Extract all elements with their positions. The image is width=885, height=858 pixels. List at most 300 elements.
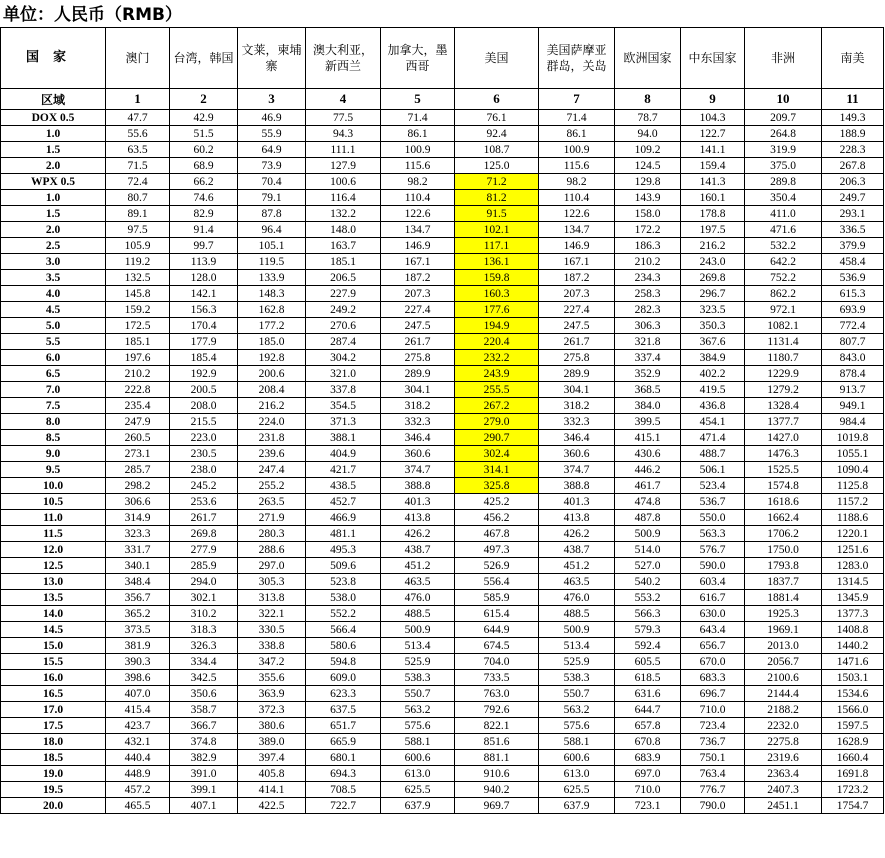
- rate-cell: 603.4: [681, 574, 745, 590]
- rate-cell: 74.6: [170, 190, 238, 206]
- rate-cell: 488.5: [539, 606, 615, 622]
- rate-cell: 1691.8: [822, 766, 884, 782]
- rate-cell: 600.6: [539, 750, 615, 766]
- rate-cell: 616.7: [681, 590, 745, 606]
- row-weight-label: 8.5: [1, 430, 106, 446]
- rate-cell: 277.9: [170, 542, 238, 558]
- rate-cell: 708.5: [306, 782, 381, 798]
- rate-cell: 249.7: [822, 190, 884, 206]
- rate-cell: 637.5: [306, 702, 381, 718]
- rate-cell: 613.0: [381, 766, 455, 782]
- rate-cell: 127.9: [306, 158, 381, 174]
- rate-cell: 367.6: [681, 334, 745, 350]
- rate-cell: 644.9: [455, 622, 539, 638]
- rate-cell: 98.2: [381, 174, 455, 190]
- rate-cell: 363.9: [238, 686, 306, 702]
- rate-cell: 430.6: [615, 446, 681, 462]
- rate-cell: 398.6: [106, 670, 170, 686]
- rate-cell: 167.1: [539, 254, 615, 270]
- rate-cell: 64.9: [238, 142, 306, 158]
- rate-cell: 78.7: [615, 110, 681, 126]
- rate-cell: 862.2: [745, 286, 822, 302]
- rate-cell: 670.8: [615, 734, 681, 750]
- rate-cell: 72.4: [106, 174, 170, 190]
- table-row: [1, 766, 884, 782]
- rate-cell: 1377.3: [822, 606, 884, 622]
- row-weight-label: 1.5: [1, 142, 106, 158]
- rate-cell: 100.9: [539, 142, 615, 158]
- rate-cell: 321.8: [615, 334, 681, 350]
- rate-cell: 70.4: [238, 174, 306, 190]
- row-weight-label: 19.5: [1, 782, 106, 798]
- column-header-4: 澳大利亚，新西兰: [306, 28, 381, 89]
- rate-cell: 615.4: [455, 606, 539, 622]
- rate-cell: 160.1: [681, 190, 745, 206]
- rate-cell: 96.4: [238, 222, 306, 238]
- rate-cell: 623.3: [306, 686, 381, 702]
- rate-cell: 318.2: [381, 398, 455, 414]
- rate-cell: 461.7: [615, 478, 681, 494]
- table-row: [1, 542, 884, 558]
- rate-cell: 752.2: [745, 270, 822, 286]
- rate-cell: 374.7: [381, 462, 455, 478]
- rate-cell: 115.6: [539, 158, 615, 174]
- rate-cell: 105.9: [106, 238, 170, 254]
- region-label: 区域: [1, 89, 106, 110]
- rate-cell: 177.9: [170, 334, 238, 350]
- rate-cell: 1837.7: [745, 574, 822, 590]
- rate-cell: 550.7: [539, 686, 615, 702]
- rate-cell: 1706.2: [745, 526, 822, 542]
- rate-cell: 146.9: [381, 238, 455, 254]
- table-row: [1, 494, 884, 510]
- row-weight-label: 13.0: [1, 574, 106, 590]
- rate-cell: 247.4: [238, 462, 306, 478]
- rate-cell: 375.0: [745, 158, 822, 174]
- rate-cell: 550.0: [681, 510, 745, 526]
- rate-cell: 305.3: [238, 574, 306, 590]
- rate-cell: 148.3: [238, 286, 306, 302]
- rate-cell: 159.2: [106, 302, 170, 318]
- rate-cell: 1314.5: [822, 574, 884, 590]
- rate-cell: 342.5: [170, 670, 238, 686]
- region-index-4: 4: [306, 89, 381, 110]
- rate-cell: 255.5: [455, 382, 539, 398]
- rate-cell: 282.3: [615, 302, 681, 318]
- rate-cell: 495.3: [306, 542, 381, 558]
- rate-cell: 2056.7: [745, 654, 822, 670]
- rate-cell: 149.3: [822, 110, 884, 126]
- rate-cell: 227.4: [539, 302, 615, 318]
- rate-cell: 382.9: [170, 750, 238, 766]
- table-row: [1, 686, 884, 702]
- rate-cell: 82.9: [170, 206, 238, 222]
- rate-cell: 452.7: [306, 494, 381, 510]
- rate-cell: 132.5: [106, 270, 170, 286]
- rate-cell: 1408.8: [822, 622, 884, 638]
- table-row: [1, 510, 884, 526]
- rate-cell: 538.3: [381, 670, 455, 686]
- rate-cell: 263.5: [238, 494, 306, 510]
- rate-cell: 296.7: [681, 286, 745, 302]
- rate-cell: 763.0: [455, 686, 539, 702]
- rate-cell: 304.2: [306, 350, 381, 366]
- rate-cell: 374.7: [539, 462, 615, 478]
- rate-cell: 674.5: [455, 638, 539, 654]
- column-header-7: 美国萨摩亚群岛，关岛: [539, 28, 615, 89]
- rate-cell: 314.9: [106, 510, 170, 526]
- column-header-11: 南美: [822, 28, 884, 89]
- table-row: [1, 622, 884, 638]
- row-weight-label: 15.5: [1, 654, 106, 670]
- rate-cell: 51.5: [170, 126, 238, 142]
- region-index-7: 7: [539, 89, 615, 110]
- rate-cell: 1377.7: [745, 414, 822, 430]
- rate-cell: 523.8: [306, 574, 381, 590]
- rate-cell: 224.0: [238, 414, 306, 430]
- rate-cell: 790.0: [681, 798, 745, 814]
- rate-cell: 625.5: [539, 782, 615, 798]
- table-row: [1, 334, 884, 350]
- rate-cell: 372.3: [238, 702, 306, 718]
- rate-cell: 1476.3: [745, 446, 822, 462]
- rate-cell: 481.1: [306, 526, 381, 542]
- rate-cell: 556.4: [455, 574, 539, 590]
- rate-cell: 187.2: [381, 270, 455, 286]
- rate-cell: 146.9: [539, 238, 615, 254]
- rate-cell: 822.1: [455, 718, 539, 734]
- rate-cell: 73.9: [238, 158, 306, 174]
- rate-cell: 230.5: [170, 446, 238, 462]
- rate-cell: 255.2: [238, 478, 306, 494]
- rate-cell: 736.7: [681, 734, 745, 750]
- rate-cell: 163.7: [306, 238, 381, 254]
- rate-cell: 563.3: [681, 526, 745, 542]
- table-row: [1, 638, 884, 654]
- rate-cell: 972.1: [745, 302, 822, 318]
- rate-cell: 594.8: [306, 654, 381, 670]
- rate-cell: 2275.8: [745, 734, 822, 750]
- rate-cell: 232.2: [455, 350, 539, 366]
- rate-cell: 374.8: [170, 734, 238, 750]
- rate-cell: 105.1: [238, 238, 306, 254]
- rate-cell: 710.0: [681, 702, 745, 718]
- region-index-11: 11: [822, 89, 884, 110]
- rate-cell: 197.6: [106, 350, 170, 366]
- rate-cell: 269.8: [681, 270, 745, 286]
- column-header-1: 澳门: [106, 28, 170, 89]
- column-header-10: 非洲: [745, 28, 822, 89]
- rate-cell: 325.8: [455, 478, 539, 494]
- rate-cell: 247.5: [539, 318, 615, 334]
- rate-cell: 354.5: [306, 398, 381, 414]
- rate-cell: 87.8: [238, 206, 306, 222]
- rate-cell: 347.2: [238, 654, 306, 670]
- rate-cell: 402.2: [681, 366, 745, 382]
- rate-cell: 693.9: [822, 302, 884, 318]
- rate-cell: 471.4: [681, 430, 745, 446]
- rate-cell: 540.2: [615, 574, 681, 590]
- rate-cell: 456.2: [455, 510, 539, 526]
- rate-cell: 969.7: [455, 798, 539, 814]
- region-index-1: 1: [106, 89, 170, 110]
- rate-cell: 772.4: [822, 318, 884, 334]
- rate-cell: 1969.1: [745, 622, 822, 638]
- region-index-6: 6: [455, 89, 539, 110]
- rate-cell: 294.0: [170, 574, 238, 590]
- rate-cell: 119.5: [238, 254, 306, 270]
- rate-cell: 122.6: [381, 206, 455, 222]
- rate-cell: 552.2: [306, 606, 381, 622]
- rate-cell: 722.7: [306, 798, 381, 814]
- rate-cell: 368.5: [615, 382, 681, 398]
- rate-cell: 843.0: [822, 350, 884, 366]
- rate-cell: 425.2: [455, 494, 539, 510]
- rate-cell: 415.1: [615, 430, 681, 446]
- rate-cell: 423.7: [106, 718, 170, 734]
- rate-cell: 235.4: [106, 398, 170, 414]
- rate-cell: 399.1: [170, 782, 238, 798]
- rate-cell: 304.1: [381, 382, 455, 398]
- rate-cell: 331.7: [106, 542, 170, 558]
- rate-cell: 390.3: [106, 654, 170, 670]
- rate-cell: 1220.1: [822, 526, 884, 542]
- table-row: [1, 590, 884, 606]
- rate-cell: 260.5: [106, 430, 170, 446]
- rate-cell: 536.9: [822, 270, 884, 286]
- rate-cell: 267.8: [822, 158, 884, 174]
- row-weight-label: WPX 0.5: [1, 174, 106, 190]
- rate-cell: 238.0: [170, 462, 238, 478]
- rate-cell: 319.9: [745, 142, 822, 158]
- rate-cell: 94.0: [615, 126, 681, 142]
- rate-cell: 98.2: [539, 174, 615, 190]
- rate-table-body: [1, 110, 884, 814]
- rate-cell: 413.8: [381, 510, 455, 526]
- rate-cell: 94.3: [306, 126, 381, 142]
- rate-cell: 710.0: [615, 782, 681, 798]
- rate-cell: 227.4: [381, 302, 455, 318]
- rate-cell: 851.6: [455, 734, 539, 750]
- rate-cell: 231.8: [238, 430, 306, 446]
- rate-cell: 289.9: [381, 366, 455, 382]
- table-row: [1, 734, 884, 750]
- table-row: [1, 558, 884, 574]
- rate-cell: 487.8: [615, 510, 681, 526]
- rate-cell: 580.6: [306, 638, 381, 654]
- row-weight-label: 11.5: [1, 526, 106, 542]
- rate-cell: 124.5: [615, 158, 681, 174]
- row-weight-label: 17.5: [1, 718, 106, 734]
- row-weight-label: 7.5: [1, 398, 106, 414]
- row-weight-label: 9.5: [1, 462, 106, 478]
- rate-cell: 162.8: [238, 302, 306, 318]
- rate-cell: 384.9: [681, 350, 745, 366]
- rate-cell: 389.0: [238, 734, 306, 750]
- rate-cell: 271.9: [238, 510, 306, 526]
- rate-cell: 388.8: [381, 478, 455, 494]
- rate-cell: 170.4: [170, 318, 238, 334]
- rate-cell: 421.7: [306, 462, 381, 478]
- rate-cell: 158.0: [615, 206, 681, 222]
- rate-cell: 134.7: [539, 222, 615, 238]
- rate-cell: 585.9: [455, 590, 539, 606]
- rate-cell: 302.4: [455, 446, 539, 462]
- rate-cell: 326.3: [170, 638, 238, 654]
- rate-cell: 76.1: [455, 110, 539, 126]
- rate-cell: 642.2: [745, 254, 822, 270]
- rate-cell: 388.1: [306, 430, 381, 446]
- rate-cell: 346.4: [539, 430, 615, 446]
- rate-cell: 336.5: [822, 222, 884, 238]
- rate-cell: 1525.5: [745, 462, 822, 478]
- rate-cell: 1925.3: [745, 606, 822, 622]
- rate-cell: 177.2: [238, 318, 306, 334]
- rate-cell: 426.2: [539, 526, 615, 542]
- rate-cell: 388.8: [539, 478, 615, 494]
- rate-cell: 488.7: [681, 446, 745, 462]
- rate-cell: 525.9: [539, 654, 615, 670]
- rate-cell: 275.8: [539, 350, 615, 366]
- rate-cell: 143.9: [615, 190, 681, 206]
- rate-cell: 1125.8: [822, 478, 884, 494]
- rate-cell: 113.9: [170, 254, 238, 270]
- rate-cell: 270.6: [306, 318, 381, 334]
- table-row: [1, 158, 884, 174]
- table-row: [1, 366, 884, 382]
- rate-cell: 261.7: [170, 510, 238, 526]
- rate-cell: 253.6: [170, 494, 238, 510]
- rate-cell: 206.5: [306, 270, 381, 286]
- row-weight-label: 10.5: [1, 494, 106, 510]
- rate-cell: 110.4: [539, 190, 615, 206]
- row-weight-label: 6.5: [1, 366, 106, 382]
- rate-cell: 104.3: [681, 110, 745, 126]
- rate-cell: 588.1: [381, 734, 455, 750]
- rate-cell: 913.7: [822, 382, 884, 398]
- region-index-10: 10: [745, 89, 822, 110]
- table-row: [1, 462, 884, 478]
- table-row: [1, 430, 884, 446]
- rate-cell: 399.5: [615, 414, 681, 430]
- rate-cell: 2013.0: [745, 638, 822, 654]
- rate-cell: 167.1: [381, 254, 455, 270]
- rate-cell: 71.2: [455, 174, 539, 190]
- rate-cell: 210.2: [106, 366, 170, 382]
- rate-cell: 249.2: [306, 302, 381, 318]
- table-row: [1, 286, 884, 302]
- rate-cell: 566.3: [615, 606, 681, 622]
- rate-cell: 356.7: [106, 590, 170, 606]
- table-row: [1, 702, 884, 718]
- rate-cell: 109.2: [615, 142, 681, 158]
- row-weight-label: 2.0: [1, 222, 106, 238]
- rate-cell: 807.7: [822, 334, 884, 350]
- rate-cell: 247.9: [106, 414, 170, 430]
- rate-cell: 63.5: [106, 142, 170, 158]
- rate-cell: 1157.2: [822, 494, 884, 510]
- row-weight-label: 16.0: [1, 670, 106, 686]
- rate-cell: 185.1: [306, 254, 381, 270]
- rate-cell: 613.0: [539, 766, 615, 782]
- country-header-row: [1, 28, 884, 89]
- row-weight-label: 13.5: [1, 590, 106, 606]
- rate-cell: 454.1: [681, 414, 745, 430]
- rate-cell: 1188.6: [822, 510, 884, 526]
- rate-cell: 2407.3: [745, 782, 822, 798]
- rate-cell: 380.6: [238, 718, 306, 734]
- rate-cell: 288.6: [238, 542, 306, 558]
- rate-cell: 71.4: [539, 110, 615, 126]
- column-header-6: 美国: [455, 28, 539, 89]
- rate-cell: 592.4: [615, 638, 681, 654]
- rate-cell: 438.7: [539, 542, 615, 558]
- rate-cell: 352.9: [615, 366, 681, 382]
- rate-cell: 1251.6: [822, 542, 884, 558]
- row-weight-label: 10.0: [1, 478, 106, 494]
- rate-cell: 187.2: [539, 270, 615, 286]
- rate-cell: 575.6: [381, 718, 455, 734]
- rate-cell: 750.1: [681, 750, 745, 766]
- table-row: [1, 206, 884, 222]
- rate-cell: 415.4: [106, 702, 170, 718]
- rate-cell: 192.9: [170, 366, 238, 382]
- page-title: 单位：人民币（RMB）: [3, 5, 182, 25]
- rate-cell: 86.1: [539, 126, 615, 142]
- rate-cell: 243.9: [455, 366, 539, 382]
- rate-cell: 419.5: [681, 382, 745, 398]
- rate-cell: 210.2: [615, 254, 681, 270]
- rate-cell: 297.0: [238, 558, 306, 574]
- table-row: [1, 302, 884, 318]
- rate-cell: 566.4: [306, 622, 381, 638]
- rate-cell: 371.3: [306, 414, 381, 430]
- table-row: [1, 654, 884, 670]
- country-header-label: 国家: [1, 28, 106, 89]
- rate-cell: 117.1: [455, 238, 539, 254]
- rate-cell: 440.4: [106, 750, 170, 766]
- rate-cell: 381.9: [106, 638, 170, 654]
- rate-cell: 160.3: [455, 286, 539, 302]
- rate-cell: 313.8: [238, 590, 306, 606]
- rate-cell: 222.8: [106, 382, 170, 398]
- row-weight-label: 12.0: [1, 542, 106, 558]
- rate-cell: 1723.2: [822, 782, 884, 798]
- table-row: [1, 718, 884, 734]
- rate-cell: 576.7: [681, 542, 745, 558]
- rate-cell: 279.0: [455, 414, 539, 430]
- rate-cell: 696.7: [681, 686, 745, 702]
- rate-cell: 500.9: [539, 622, 615, 638]
- rate-cell: 66.2: [170, 174, 238, 190]
- rate-cell: 553.2: [615, 590, 681, 606]
- rate-cell: 697.0: [615, 766, 681, 782]
- rate-cell: 436.8: [681, 398, 745, 414]
- rate-cell: 55.6: [106, 126, 170, 142]
- table-row: [1, 782, 884, 798]
- rate-cell: 1597.5: [822, 718, 884, 734]
- rate-cell: 451.2: [539, 558, 615, 574]
- rate-cell: 563.2: [381, 702, 455, 718]
- rate-cell: 192.8: [238, 350, 306, 366]
- rate-cell: 630.0: [681, 606, 745, 622]
- rate-cell: 458.4: [822, 254, 884, 270]
- rate-cell: 159.4: [681, 158, 745, 174]
- rate-cell: 2451.1: [745, 798, 822, 814]
- rate-cell: 97.5: [106, 222, 170, 238]
- table-row: [1, 270, 884, 286]
- rate-cell: 346.4: [381, 430, 455, 446]
